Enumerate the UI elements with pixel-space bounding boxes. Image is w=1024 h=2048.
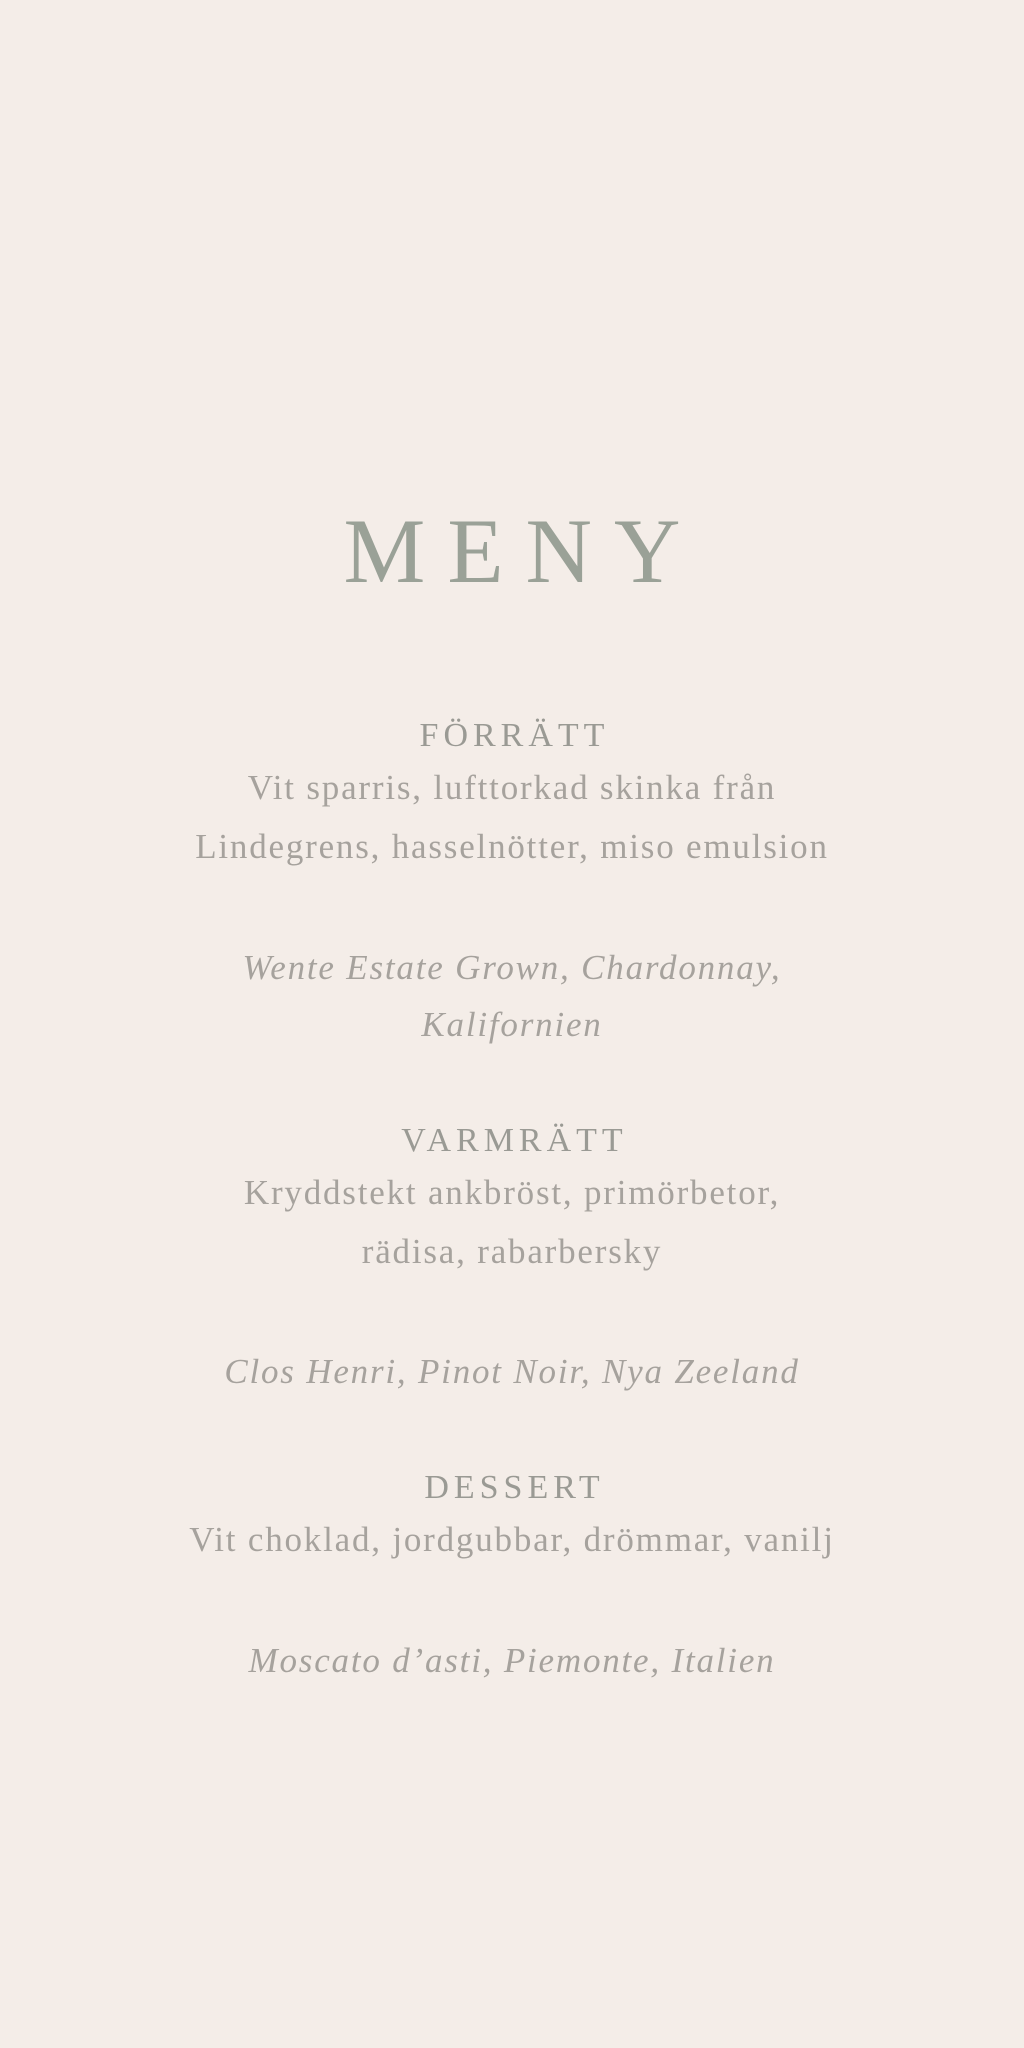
dish-line: Vit choklad, jordgubbar, drömmar, vanilj xyxy=(189,1520,835,1559)
menu-title: MENY xyxy=(343,500,703,602)
course-dish xyxy=(0,1510,1024,1569)
course-dish xyxy=(0,758,1024,876)
course-heading: VARMRÄTT xyxy=(401,1122,628,1159)
course-main xyxy=(0,1121,1024,1281)
course-dessert xyxy=(0,1468,1024,1569)
dish-line: Kryddstekt ankbröst, primörbetor, xyxy=(243,1173,781,1212)
wine-line: Moscato d’asti, Piemonte, Italien xyxy=(248,1641,776,1680)
course-wine xyxy=(0,1343,1024,1400)
course-dessert-wine xyxy=(0,1632,1024,1689)
wine-line: Clos Henri, Pinot Noir, Nya Zeeland xyxy=(224,1352,800,1391)
course-heading: DESSERT xyxy=(424,1469,605,1506)
dish-line: Lindegrens, hasselnötter, miso emulsion xyxy=(195,827,829,866)
course-wine xyxy=(0,939,1024,1053)
course-starter xyxy=(0,716,1024,876)
wine-line: Wente Estate Grown, Chardonnay, xyxy=(242,948,782,987)
wine-line: Kalifornien xyxy=(421,1005,603,1044)
course-starter-wine xyxy=(0,939,1024,1053)
course-main-wine xyxy=(0,1343,1024,1400)
course-dish xyxy=(0,1163,1024,1281)
course-wine xyxy=(0,1632,1024,1689)
course-heading: FÖRRÄTT xyxy=(419,717,610,754)
dish-line: rädisa, rabarbersky xyxy=(361,1232,663,1271)
dish-line: Vit sparris, lufttorkad skinka från xyxy=(247,768,777,807)
